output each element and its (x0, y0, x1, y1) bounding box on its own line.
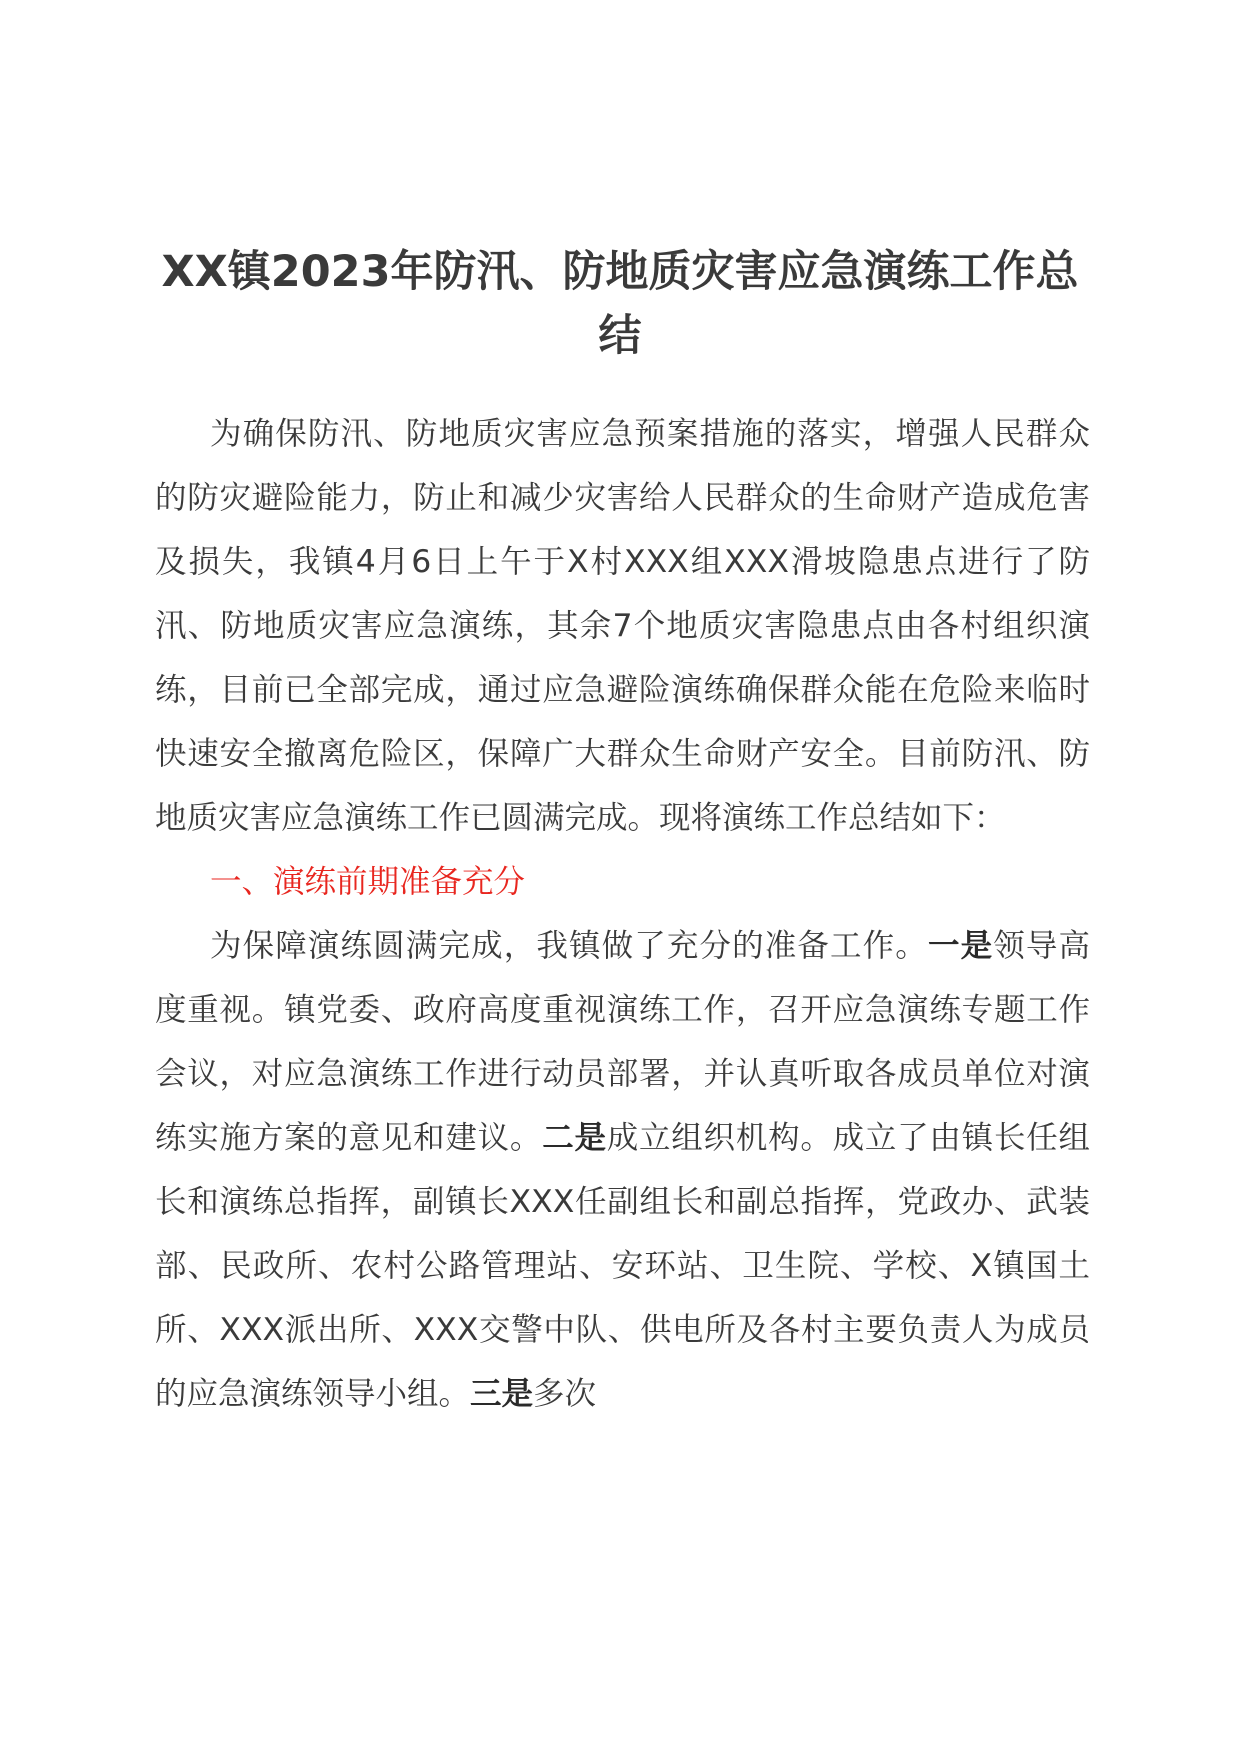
section-heading-1: 一、演练前期准备充分 (210, 864, 526, 900)
point-label-3: 三是 (470, 1376, 534, 1412)
point-text-1: 领导高度重视。镇党委、政府高度重视演练工作，召开应急演练专题工作会议，对应急演练工作进行动员部署，并认真听取各成员单位对演练实施方案的意见和建议。 (155, 928, 1090, 1156)
document-body (155, 402, 1090, 1426)
point-label-2: 二是 (542, 1120, 607, 1156)
section-1-lead: 为保障演练圆满完成，我镇做了充分的准备工作。 (210, 928, 928, 964)
point-text-3: 多次 (533, 1376, 597, 1412)
intro-paragraph: 为确保防汛、防地质灾害应急预案措施的落实，增强人民群众的防灾避险能力，防止和减少灾害给人民群众的生命财产造成危害及损失，我镇4月6日上午于X村XXX组XXX滑坡隐患点进行了防汛、防地质灾害应急演练，其余7个地质灾害隐患点由各村组织演练，目前已全部完成，通过应急避险演练确保群众能在危险来临时快速安全撤离危险区，保障广大群众生命财产安全。目前防汛、防地质灾害应急演练工作已圆满完成。现将演练工作总结如下： (155, 416, 1090, 836)
section-1-paragraph (155, 914, 1090, 1426)
point-label-1: 一是 (927, 928, 994, 964)
document-title: XX镇2023年防汛、防地质灾害应急演练工作总结 (161, 247, 1079, 361)
point-text-2: 成立组织机构。成立了由镇长任组长和演练总指挥，副镇长XXX任副组长和副总指挥，党政办、武装部、民政所、农村公路管理站、安环站、卫生院、学校、X镇国土所、XXX派出所、XXX交警中队、供电所及各村主要负责人为成员的应急演练领导小组。 (155, 1120, 1090, 1412)
